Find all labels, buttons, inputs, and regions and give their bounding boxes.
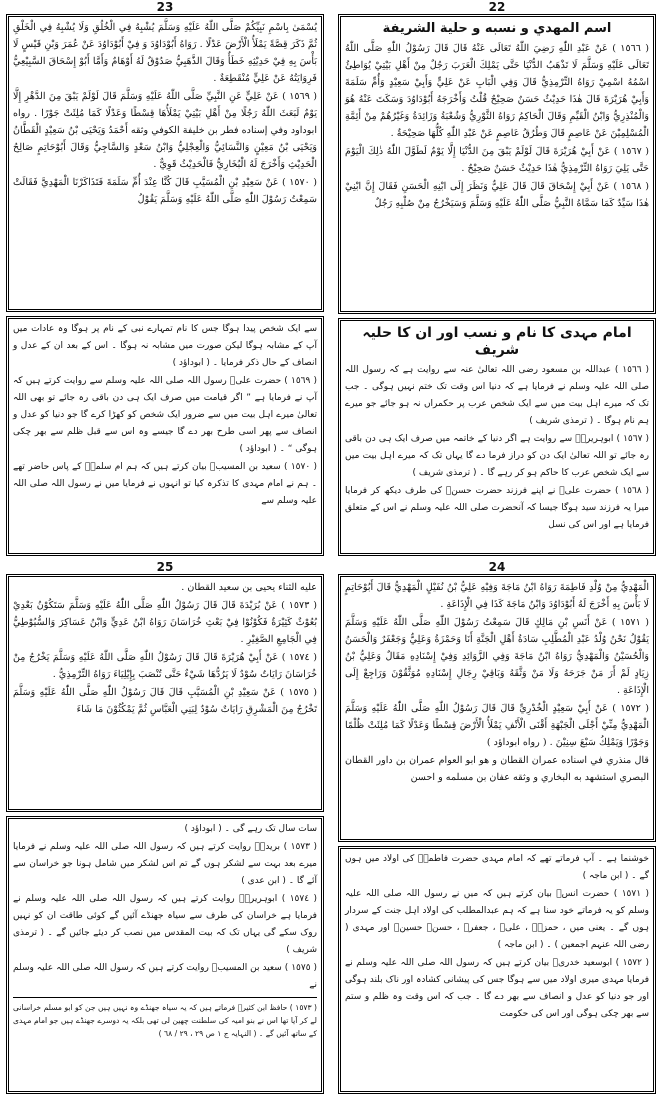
page-23 (6, 0, 324, 556)
arabic-text-box (6, 14, 324, 312)
footnote: ( ١٥٧٣ ) حافظ ابن کثیرؒ فرماتے ہیں کہ یہ سیاہ جھنڈے وہ نہیں ہیں جن کو ابو مسلم خراسانی لے کر آیا تھا اس نے بنو امیہ کی سلطنت چھین لی تھی بلکہ یہ دوسرے جھنڈے ہیں جو امام مہدی کے ساتھ آئیں گے ۔ ( النہایہ ج ١ ص ٢٩ ، ٢٩ / ٦٨ ) (13, 1003, 317, 1038)
urdu-paragraph: سے ایک شخص پیدا ہوگا جس کا نام تمہارے نبی کے نام پر ہوگا وہ عادات میں آپ کے مشابہ ہوگا لیکن صورت میں مشابہ نہ ہوگا ۔ اس کے بعد ان کے عدل و انصاف کے حال ذکر فرمایا ۔ ( ابوداؤد ) (13, 324, 317, 368)
page-number: 25 (156, 560, 174, 574)
urdu-chapter-heading: امام مہدی کا نام و نسب اور ان کا حلیہ شریف (362, 325, 632, 358)
arabic-paragraph: ( ١٥٦٧ ) عَنْ أَبِيْ هُرَيْرَةَ قَالَ لَوْلَمْ يَبْقَ مِنَ الدُّنْيَا إِلَّا يَوْمٌ لَطَوَّلَ اللّٰهُ ذٰلِكَ الْيَوْمَ حَتَّى يَلِيَ رَوَاهُ التِّرْمِذِيُّ هٰذَا حَدِيْثٌ حَسَنٌ صَحِيْحٌ . (345, 146, 650, 174)
urdu-paragraph: ( ١٥٧٣ ) بریدہؓ روایت کرتے ہیں کہ رسول اللہ صلی اللہ علیہ وسلم نے فرمایا میرے بعد بہت سے لشکر ہوں گے تم اس لشکر میں شامل ہونا جو خراسان سے آئے گا ۔ ( ابن عدی ) (13, 842, 317, 886)
urdu-paragraph: خوشنما ہے ۔ آپ فرماتے تھے کہ امام مہدی حضرت فاطمہؓ کی اولاد میں ہوں گے ۔ ( ابن ماجہ ) (345, 854, 649, 881)
urdu-paragraph: ( ١٥٧٥ ) سعید بن المسیبؓ روایت کرتے ہیں کہ رسول اللہ صلی اللہ علیہ وسلم نے (13, 963, 317, 990)
urdu-translation-box (338, 846, 656, 1094)
page-22 (338, 0, 656, 556)
urdu-translation-box (338, 318, 656, 556)
arabic-paragraph: ( ١٥٧٤ ) عَنْ أَبِيْ هُرَيْرَةَ قَالَ قَالَ رَسُوْلُ اللّٰهِ صَلَّى اللّٰهُ عَلَيْهِ وَسَلَّمَ يَخْرُجُ مِنْ خُرَاسَانَ رَايَاتٌ سُوْدٌ لَا يَرُدُّهَا شَيْءٌ حَتَّى تُنْصَبَ بِإِيْلِيَاءَ رَوَاهُ التِّرْمِذِيُّ . (13, 652, 317, 680)
arabic-paragraph: الْمَهْدِيُّ مِنْ وُلْدِ فَاطِمَةَ رَوَاهُ ابْنُ مَاجَةَ وَفِيْهِ عَلِيُّ بْنُ نُفَيْلٍ الْمَهْدِيُّ قَالَ أَبُوْحَاتِمٍ لَا بَأْسَ بِهِ أَخْرَجَ لَهُ أَبُوْدَاوُدَ وَابْنُ مَاجَةَ كَذَا فِي الْإِذَاعَةِ . (345, 582, 649, 610)
urdu-paragraph: ( ١٥٧١ ) حضرت انسؓ بیان کرتے ہیں کہ میں نے رسول اللہ صلی اللہ علیہ وسلم کو یہ فرماتے خود سنا ہے کہ ہم عبدالمطلب کی اولاد اہل جنت کے سردار ہوں گے ۔ یعنی میں ، حمزہؓ ، علیؓ ، جعفرؓ ، حسنؓ حسینؓ اور مہدی ( رضی اللہ عنہم اجمعین ) ۔ ( ابن ماجہ ) (345, 889, 649, 950)
arabic-paragraph: ( ١٥٦٨ ) عَنْ أَبِيْ إِسْحَاقَ قَالَ قَالَ عَلِيٌّ وَنَظَرَ إِلَى ابْنِهِ الْحَسَنِ فَقَالَ إِنَّ ابْنِيْ هٰذَا سَيِّدٌ كَمَا سَمَّاهُ النَّبِيُّ صَلَّى اللّٰهُ عَلَيْهِ وَسَلَّمَ وَسَيَخْرُجُ مِنْ صُلْبِهِ رَجُلٌ (345, 181, 649, 209)
urdu-paragraph: ( ١٥٧٢ ) ابوسعید خدریؓ بیان کرتے ہیں کہ رسول اللہ صلی اللہ علیہ وسلم نے فرمایا مہدی میری اولاد میں سے ہوگا جس کی پیشانی کشادہ اور ناک بلند ہوگی اور جو دنیا کو عدل و انصاف سے بھر دے گا ۔ جب کہ اس وقت وہ ظلم و ستم سے بھر چکی ہوگی اور اس کی حکومت (345, 958, 649, 1019)
arabic-paragraph: يُسْمَىٰ بِاسْمِ نَبِيِّكُمْ صَلَّى اللّٰهُ عَلَيْهِ وَسَلَّمَ يُشْبِهُ فِي الْخُلُقِ وَلَا يُشْبِهُ فِي الْخَلْقِ ثُمَّ ذَكَرَ قِصَّةً يَمْلَأُ الْأَرْضَ عَدْلًا . رَوَاهُ أَبُوْدَاوُدَ وَ فِيْ أَبُوْدَاوُدَ عَنْ عُمَرَ وَبْنِ قَيْسٍ لَا بَأْسَ بِهِ فِيْ حَدِيْثِهِ خَطَأٌ وَقَالَ الذَّهَبِيُّ صَدُوْقٌ لَهُ أَوْهَامٌ وَأَمَّا أَبُوْ إِسْحَاقَ السَّبِيْعِيُّ فَرِوَايَتُهُ عَنْ عَلِيٍّ مُنْقَطِعَةٌ . (13, 22, 317, 84)
arabic-text-box (338, 574, 656, 842)
urdu-paragraph: سات سال تک رہے گی ۔ ( ابوداؤد ) (184, 824, 317, 834)
urdu-paragraph: ( ١٥٦٩ ) حضرت علیؓ رسول اللہ صلی اللہ علیہ وسلم سے روایت کرتے ہیں کہ آپ نے فرمایا ہے ” اگر قیامت میں صرف ایک ہی دن باقی رہ جائے تو بھی اللہ تعالیٰ میرے اہل بیت میں سے ضرور ایک شخص کو کھڑا کرے گا جو دنیا کو عدل و انصاف سے پھر اسی طرح بھر دے گا جیسے وہ اس سے قبل ظلم سے بھر چکی ہوگی “ ۔ ( ابوداؤد ) (13, 376, 317, 454)
urdu-translation-box (6, 816, 324, 1094)
arabic-paragraph: ( ١٥٧١ ) عَنْ أَنَسِ بْنِ مَالِكٍ قَالَ سَمِعْتُ رَسُوْلَ اللّٰهِ صَلَّى اللّٰهُ عَلَيْهِ وَسَلَّمَ يَقُوْلُ نَحْنُ وُلْدُ عَبْدِ الْمُطَّلِبِ سَادَةُ أَهْلِ الْجَنَّةِ أَنَا وَحَمْزَةُ وَعَلِيٌّ وَجَعْفَرٌ وَالْحَسَنُ وَالْحُسَيْنُ وَالْمَهْدِيُّ رَوَاهُ ابْنُ مَاجَةَ وَفِي الزَّوَائِدِ وَفِيْ إِسْنَادِهِ مَقَالٌ وَعَلِيُّ بْنُ زِيَادٍ لَمْ أَرَ مَنْ جَرَحَهُ وَلَا مَنْ وَثَّقَهُ وَبَاقِيْ رِجَالِ إِسْنَادِهِ مُوَثَّقُوْنَ وَرَاجِعْ إِلَى الْإِذَاعَةِ . (345, 617, 649, 696)
urdu-paragraph: ( ١٥٧٠ ) سعید بن المسیبؒ بیان کرتے ہیں کہ ہم ام سلمہؓ کے پاس حاضر تھے ۔ ہم نے امام مہدی کا تذکرہ کیا تو انہوں نے فرمایا میں نے رسول اللہ صلی اللہ علیہ وسلم سے (13, 462, 317, 506)
arabic-paragraph: عليه الثناء يحيى بن سعيد القطان . (181, 582, 317, 593)
urdu-paragraph: ( ١٥٦٧ ) ابوہریرہؓ سے روایت ہے اگر دنیا کے خاتمہ میں صرف ایک ہی دن باقی رہ جائے تو اللہ تعالیٰ ایک دن کو دراز فرما دے گا یہاں تک کہ میرے اہل بیت میں سے ایک شخص عرب کا حاکم ہو کر رہے گا ۔ ( ترمذی شریف ) (345, 434, 649, 478)
page-24 (338, 560, 656, 1094)
urdu-paragraph: ( ١٥٦٨ ) حضرت علیؓ نے اپنے فرزند حضرت حسنؓ کی طرف دیکھ کر فرمایا میرا یہ فرزند سید ہوگا جیسا کہ آنحضرت صلی اللہ علیہ وسلم نے اس کے متعلق فرمایا ہے اور اس کی نسل (345, 486, 649, 530)
arabic-paragraph: ( ١٥٧٥ ) عَنْ سَعِيْدِ بْنِ الْمُسَيَّبِ قَالَ قَالَ رَسُوْلُ اللّٰهِ صَلَّى اللّٰهُ عَلَيْهِ وَسَلَّمَ تَخْرُجُ مِنَ الْمَشْرِقِ رَايَاتٌ سُوْدٌ لِبَنِي الْعَبَّاسِ ثُمَّ يَمْكُثُوْنَ مَا شَاءَ (13, 687, 317, 715)
arabic-paragraph: ( ١٥٧٠ ) عَنْ سَعِيْدِ بْنِ الْمُسَيَّبِ قَالَ كُنَّا عِنْدَ أُمِّ سَلَمَةَ فَتَذَاكَرْنَا الْمَهْدِيَّ فَقَالَتْ سَمِعْتُ رَسُوْلَ اللّٰهِ صَلَّى اللّٰهُ عَلَيْهِ وَسَلَّمَ يَقُوْلُ (13, 177, 318, 205)
arabic-text-box (6, 574, 324, 812)
arabic-paragraph: ( ١٥٧٣ ) عَنْ بُرَيْدَةَ قَالَ قَالَ رَسُوْلُ اللّٰهِ صَلَّى اللّٰهُ عَلَيْهِ وَسَلَّمَ سَتَكُوْنُ بَعْدِيْ بُعُوْثٌ كَثِيْرَةٌ فَكُوْنُوْا فِيْ بَعْثِ خُرَاسَانَ رَوَاهُ ابْنُ عَدِيٍّ وَابْنُ عَسَاكِرَ وَالسُّيُوْطِيُّ فِي الْجَامِعِ الصَّغِيْرِ . (13, 600, 317, 645)
page-number: 22 (488, 0, 506, 14)
arabic-paragraph: ( ١٥٧٢ ) عَنْ أَبِيْ سَعِيْدٍ الْخُدْرِيِّ قَالَ قَالَ رَسُوْلُ اللّٰهِ صَلَّى اللّٰهُ عَلَيْهِ وَسَلَّمَ الْمَهْدِيُّ مِنِّيْ أَجْلَى الْجَبْهَةِ أَقْنَى الْأَنْفِ يَمْلَأُ الْأَرْضَ قِسْطًا وَعَدْلًا كَمَا مُلِئَتْ ظُلْمًا وَجَوْرًا وَيَمْلِكُ سَبْعَ سِنِيْنَ . ( رواه ابوداؤد ) (345, 703, 650, 748)
page-number: 23 (156, 0, 174, 14)
arabic-paragraph: ( ١٥٦٦ ) عَنْ عَبْدِ اللّٰهِ رَضِيَ اللّٰهُ تَعَالَى عَنْهُ قَالَ قَالَ رَسُوْلُ اللّٰهِ صَلَّى اللّٰهُ تَعَالَى عَلَيْهِ وَسَلَّمَ لَا تَذْهَبُ الدُّنْيَا حَتَّى يَمْلِكَ الْعَرَبَ رَجُلٌ مِنْ أَهْلِ بَيْتِيْ يُوَاطِئُ اسْمُهُ اسْمِيْ رَوَاهُ التِّرْمِذِيُّ قَالَ وَفِي الْبَابِ عَنْ عَلِيٍّ وَأَبِيْ سَعِيْدٍ وَأُمِّ سَلَمَةَ وَأَبِيْ هُرَيْرَةَ قَالَ هٰذَا حَدِيْثٌ حَسَنٌ صَحِيْحٌ قُلْتُ وَأَخْرَجَهُ أَبُوْدَاوُدَ وَسَكَتَ عَنْهُ هُوَ وَالْمُنْذِرِيُّ وَابْنُ الْقَيِّمِ وَقَالَ الْحَاكِمُ رَوَاهُ الثَّوْرِيُّ وَشُعْبَةُ وَزَائِدَةُ وَغَيْرُهُمْ مِنْ أَئِمَّةِ الْمُسْلِمِيْنَ عَنْ عَاصِمٍ قَالَ وَطُرُقُ عَاصِمٍ عَنْ عَبْدِ اللّٰهِ كُلُّهَا صَحِيْحَةٌ . (345, 43, 649, 139)
arabic-paragraph: ( ١٥٦٩ ) عَنْ عَلِيٍّ عَنِ النَّبِيِّ صَلَّى اللّٰهُ عَلَيْهِ وَسَلَّمَ قَالَ لَوْلَمْ يَبْقَ مِنَ الدَّهْرِ إِلَّا يَوْمٌ لَبَعَثَ اللّٰهُ رَجُلًا مِنْ أَهْلِ بَيْتِيْ يَمْلَأُهَا قِسْطًا وَعَدْلًا كَمَا مُلِئَتْ جَوْرًا . رواه ابوداود وفي إسناده فطر بن خليفة الكوفي وثقه أَحْمَدُ وَيَحْيَى بْنُ سَعِيْدٍ الْقَطَّانُ وَيَحْيَى بْنُ مَعِيْنٍ وَالنَّسَائِيُّ وَالْعِجْلِيُّ وَابْنُ سَعْدٍ وَالسَّاجِيُّ وَقَالَ أَبُوْحَاتِمٍ صَالِحُ الْحَدِيْثِ وَأَخْرَجَ لَهُ الْبُخَارِيُّ فَالْحَدِيْثُ قَوِيٌّ . (13, 91, 318, 170)
arabic-paragraph: قال منذري في اسناده عمران القطان و هو ابو العوام عمران بن داور القطان البصري استشهد به البخاري و وثقه عفان بن مسلمه و احسن (345, 755, 649, 783)
arabic-chapter-heading: اسم المهدي و نسبه و حلية الشريفة (382, 21, 612, 36)
urdu-paragraph: ( ١٥٦٦ ) عبداللہ بن مسعود رضی اللہ تعالیٰ عنہ سے روایت ہے کہ رسول اللہ صلی اللہ علیہ وسلم نے فرمایا ہے کہ دنیا اس وقت تک ختم نہیں ہوگی ۔ جب تک کہ میرے اہل بیت میں سے ایک شخص عرب پر حکمراں نہ ہو جائے جو میرے ہم نام ہوگا ۔ ( ترمذی شریف ) (345, 365, 649, 426)
urdu-paragraph: ( ١٥٧٤ ) ابوہریرہؓ روایت کرتے ہیں کہ رسول اللہ صلی اللہ علیہ وسلم نے فرمایا ہے خراسان کی طرف سے سیاہ جھنڈے آئیں گے کوئی طاقت ان کو نہیں روک سکے گی یہاں تک کہ بیت المقدس میں نصب کر دیئے جائیں گے ۔ ( ترمذی شریف ) (13, 894, 317, 955)
urdu-translation-box (6, 316, 324, 556)
page-25 (6, 560, 324, 1094)
page-number: 24 (488, 560, 506, 574)
footnote-divider (13, 997, 317, 998)
arabic-text-box (338, 14, 656, 314)
